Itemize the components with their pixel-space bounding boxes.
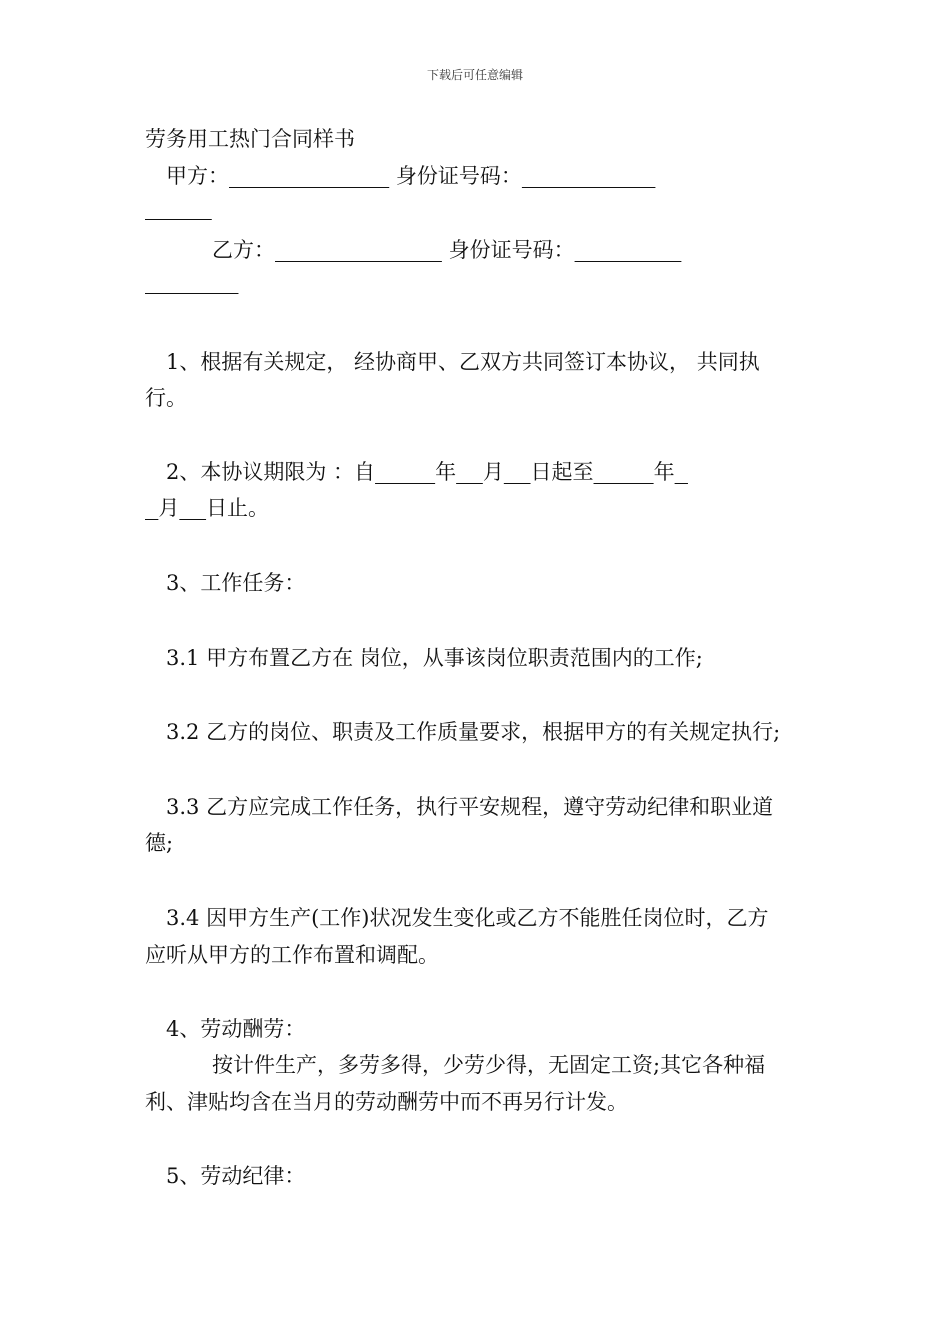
clause-1-line-1: 1、根据有关规定， 经协商甲、乙双方共同签订本协议， 共同执 bbox=[166, 350, 760, 374]
start-month-blank bbox=[456, 460, 483, 484]
end-year-label: 年 bbox=[653, 460, 675, 484]
clause-4-line-1: 按计件生产，多劳多得，少劳少得，无固定工资;其它各种福 bbox=[212, 1053, 766, 1077]
clause-1-line-2: 行。 bbox=[145, 386, 187, 410]
clause-3-1: 3.1 甲方布置乙方在 岗位，从事该岗位职责范围内的工作; bbox=[166, 646, 703, 670]
party-a-id-blank bbox=[522, 164, 656, 188]
page-header-note: 下载后可任意编辑 bbox=[426, 68, 523, 82]
party-b-id-label: 身份证号码： bbox=[448, 238, 575, 262]
clause-4-heading: 4、劳动酬劳： bbox=[166, 1017, 306, 1041]
party-a-id-label: 身份证号码： bbox=[395, 164, 522, 188]
clause-5-heading: 5、劳动纪律： bbox=[166, 1164, 306, 1188]
party-b-id-blank bbox=[575, 238, 682, 262]
clause-3-2: 3.2 乙方的岗位、职责及工作质量要求，根据甲方的有关规定执行; bbox=[166, 720, 781, 744]
end-month-blank-part-1 bbox=[675, 460, 688, 484]
party-a-id-blank-continued bbox=[145, 196, 212, 220]
document-title: 劳务用工热门合同样书 bbox=[145, 127, 355, 151]
party-b-label: 乙方： bbox=[212, 238, 275, 262]
party-a-label: 甲方： bbox=[166, 164, 229, 188]
end-day-blank bbox=[179, 496, 206, 520]
clause-2-line-1 bbox=[166, 456, 688, 486]
start-day-blank bbox=[504, 460, 531, 484]
end-month-label: 月 bbox=[158, 496, 180, 520]
start-month-label: 月 bbox=[482, 460, 504, 484]
clause-3-3-line-1: 3.3 乙方应完成工作任务，执行平安规程，遵守劳动纪律和职业道 bbox=[166, 795, 774, 819]
clause-2-line-2 bbox=[145, 492, 269, 522]
end-month-blank-part-2 bbox=[145, 496, 158, 520]
clause-4-line-2: 利、津贴均含在当月的劳动酬劳中而不再另行计发。 bbox=[145, 1090, 628, 1114]
end-year-blank bbox=[594, 460, 654, 484]
clause-3-4-line-1: 3.4 因甲方生产(工作)状况发生变化或乙方不能胜任岗位时，乙方 bbox=[166, 906, 769, 930]
party-b-id-blank-cont bbox=[145, 270, 238, 294]
start-day-label: 日起至 bbox=[530, 460, 594, 484]
party-b-name-blank bbox=[275, 238, 442, 262]
end-day-label: 日止。 bbox=[206, 496, 270, 520]
party-a-line bbox=[166, 160, 655, 190]
party-a-name-blank bbox=[229, 164, 389, 188]
party-b-id-blank-continued bbox=[145, 270, 238, 294]
clause-2-prefix: 2、本协议期限为 ：自 bbox=[166, 460, 376, 484]
clause-3-4-line-2: 应听从甲方的工作布置和调配。 bbox=[145, 943, 439, 967]
start-year-label: 年 bbox=[435, 460, 457, 484]
clause-3-3-line-2: 德; bbox=[145, 831, 174, 855]
party-a-id-blank-cont bbox=[145, 196, 212, 220]
clause-3-heading: 3、工作任务： bbox=[166, 571, 306, 595]
party-b-line bbox=[212, 234, 681, 264]
start-year-blank bbox=[375, 460, 435, 484]
